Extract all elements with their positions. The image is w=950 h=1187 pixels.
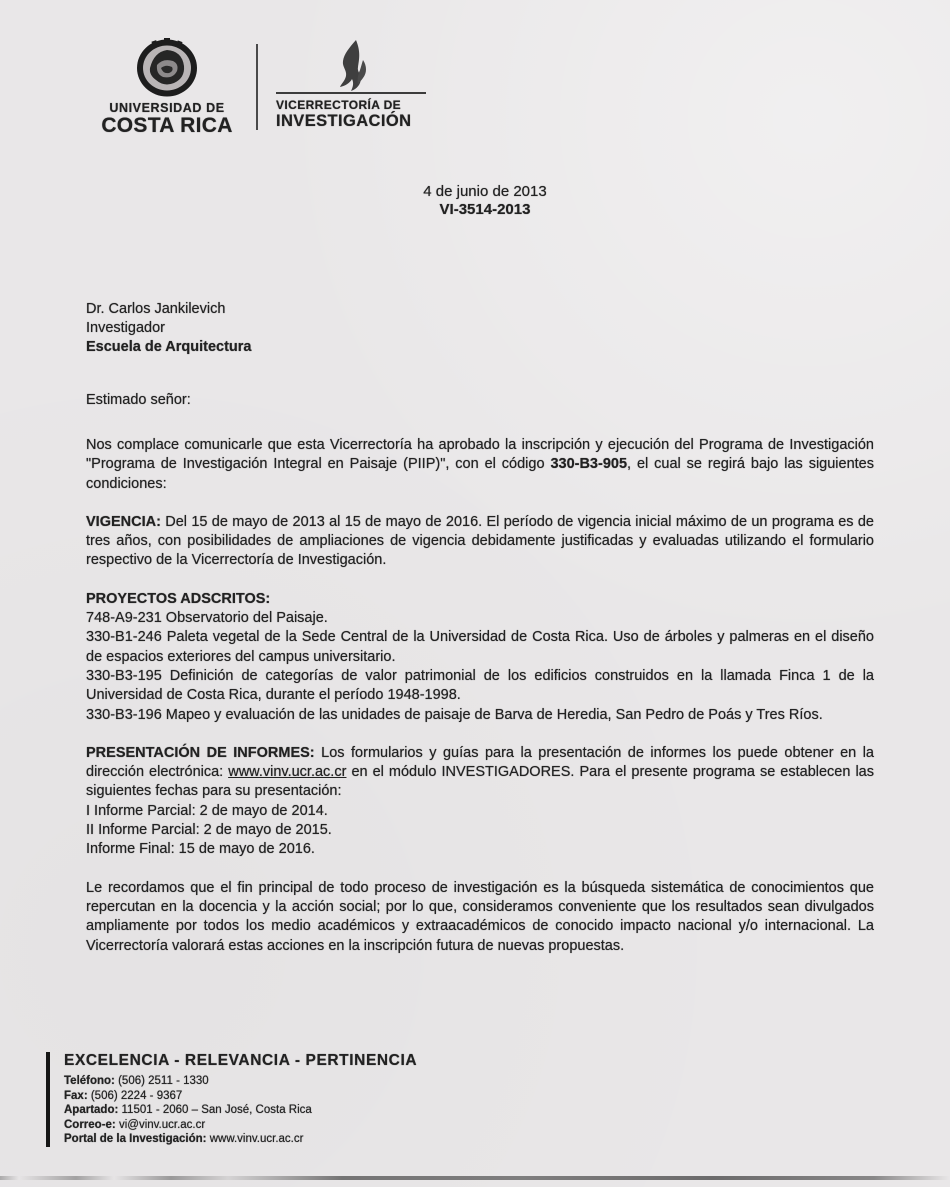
footer-portal-value: www.vinv.ucr.ac.cr — [206, 1133, 304, 1145]
vigencia-label: VIGENCIA: — [86, 513, 161, 530]
footer-portal-label: Portal de la Investigación: — [64, 1133, 207, 1145]
letterhead — [92, 38, 426, 137]
footer-apartado — [64, 1103, 417, 1118]
intro-post: , el cual se regirá bajo las siguientes condiciones: — [86, 456, 874, 492]
proyecto-item: 330-B1-246 Paleta vegetal de la Sede Central de la Universidad de Costa Rica. Uso de árboles y palmeras en el diseño de espacios exteriores del campus universitario. — [86, 629, 874, 665]
ucr-logo — [92, 38, 242, 137]
footer-phone — [64, 1074, 417, 1089]
vinv-url-link: www.vinv.ucr.ac.cr — [228, 764, 347, 781]
logo-divider — [256, 44, 258, 130]
footer-vertical-bar — [46, 1052, 50, 1147]
recipient-block — [86, 300, 251, 357]
footer-fax-value: (506) 2224 - 9367 — [87, 1089, 183, 1102]
footer-phone-label: Teléfono: — [64, 1075, 115, 1087]
informes-pre: Los formularios y guías para la presentación de informes los puede obtener en la dirección electrónica: — [86, 744, 874, 781]
spacer — [86, 860, 874, 879]
recipient-name: Dr. Carlos Jankilevich — [86, 301, 226, 317]
informe-fecha: I Informe Parcial: 2 de mayo de 2014. — [86, 802, 328, 819]
recipient-unit: Escuela de Arquitectura — [86, 339, 252, 355]
footer-email-value: vi@vinv.ucr.ac.cr — [115, 1118, 206, 1131]
program-code: 330-B3-905 — [550, 456, 628, 473]
footer-fax-label: Fax: — [64, 1089, 88, 1102]
ucr-name-line2: COSTA RICA — [101, 114, 233, 137]
vicerrectoria-logo — [276, 38, 426, 130]
footer — [46, 1052, 417, 1147]
footer-fax — [64, 1089, 417, 1104]
informes-paragraph — [86, 744, 874, 802]
flame-icon — [330, 40, 372, 92]
salutation: Estimado señor: — [86, 392, 191, 408]
spacer — [86, 725, 874, 744]
recipient-role: Investigador — [86, 320, 165, 336]
letter-date: 4 de junio de 2013 — [423, 183, 547, 200]
informe-fecha: Informe Final: 15 de mayo de 2016. — [86, 841, 315, 858]
vigencia-paragraph — [86, 513, 874, 571]
footer-apartado-label: Apartado: — [64, 1104, 119, 1116]
footer-apartado-value: 11501 - 2060 – San José, Costa Rica — [118, 1104, 312, 1116]
letter-reference: VI-3514-2013 — [439, 201, 531, 218]
vicerrectoria-line1: VICERRECTORÍA DE — [276, 98, 402, 112]
scan-artifact-line — [0, 1176, 950, 1180]
letter-body — [86, 436, 874, 956]
footer-email — [64, 1118, 417, 1133]
proyecto-item: 330-B3-196 Mapeo y evaluación de las unidades de paisaje de Barva de Heredia, San Pedro de Poás y Tres Ríos. — [86, 706, 823, 723]
footer-motto: EXCELENCIA - RELEVANCIA - PERTINENCIA — [64, 1052, 418, 1069]
flame-wrap — [276, 40, 426, 92]
proyecto-item: 330-B3-195 Definición de categorías de valor patrimonial de los edificios construidos en la llamada Finca 1 de la Universidad de Costa Rica, durante el período 1948-1998. — [86, 667, 874, 704]
vigencia-text: Del 15 de mayo de 2013 al 15 de mayo de 2016. El período de vigencia inicial máximo de un programa es de tres años, con posibilidades de ampliaciones de vigencia debidamente justificadas y evaluadas utilizando el formulario respectivo de la Vicerrectoría de Investigación. — [86, 513, 874, 569]
vicerrectoria-rule — [276, 92, 426, 94]
informe-fecha: II Informe Parcial: 2 de mayo de 2015. — [86, 822, 332, 839]
intro-pre: Nos complace comunicarle que esta Vicerrectoría ha aprobado la inscripción y ejecución del Programa de Investigación "Programa de Investigación Integral en Paisaje (PIIP)", con el código — [86, 437, 874, 473]
intro-paragraph — [86, 436, 874, 494]
proyecto-item: 748-A9-231 Observatorio del Paisaje. — [86, 610, 328, 627]
footer-email-label: Correo-e: — [64, 1118, 116, 1131]
footer-phone-value: (506) 2511 - 1330 — [114, 1075, 209, 1087]
vicerrectoria-line2: INVESTIGACIÓN — [276, 112, 412, 130]
proyectos-title: PROYECTOS ADSCRITOS: — [86, 590, 271, 607]
ucr-name-line1: UNIVERSIDAD DE — [109, 101, 225, 115]
closing-paragraph: Le recordamos que el fin principal de todo proceso de investigación es la búsqueda sistemática de conocimientos que repercutan en la docencia y la acción social; por lo que, consideramos conveniente que los resultados sean divulgados ampliamente por todos los medio académicos y extraacadémicos de conocido impacto nacional y/o internacional. La Vicerrectoría valorará estas acciones en la inscripción futura de nuevas propuestas. — [86, 879, 874, 954]
footer-content — [64, 1052, 417, 1147]
ucr-seal-icon — [130, 38, 204, 100]
footer-portal — [64, 1132, 417, 1147]
informes-post: en el módulo INVESTIGADORES. Para el presente programa se establecen las siguientes fechas para su presentación: — [86, 764, 874, 800]
informes-label: PRESENTACIÓN DE INFORMES: — [86, 744, 315, 761]
date-block — [85, 183, 885, 219]
